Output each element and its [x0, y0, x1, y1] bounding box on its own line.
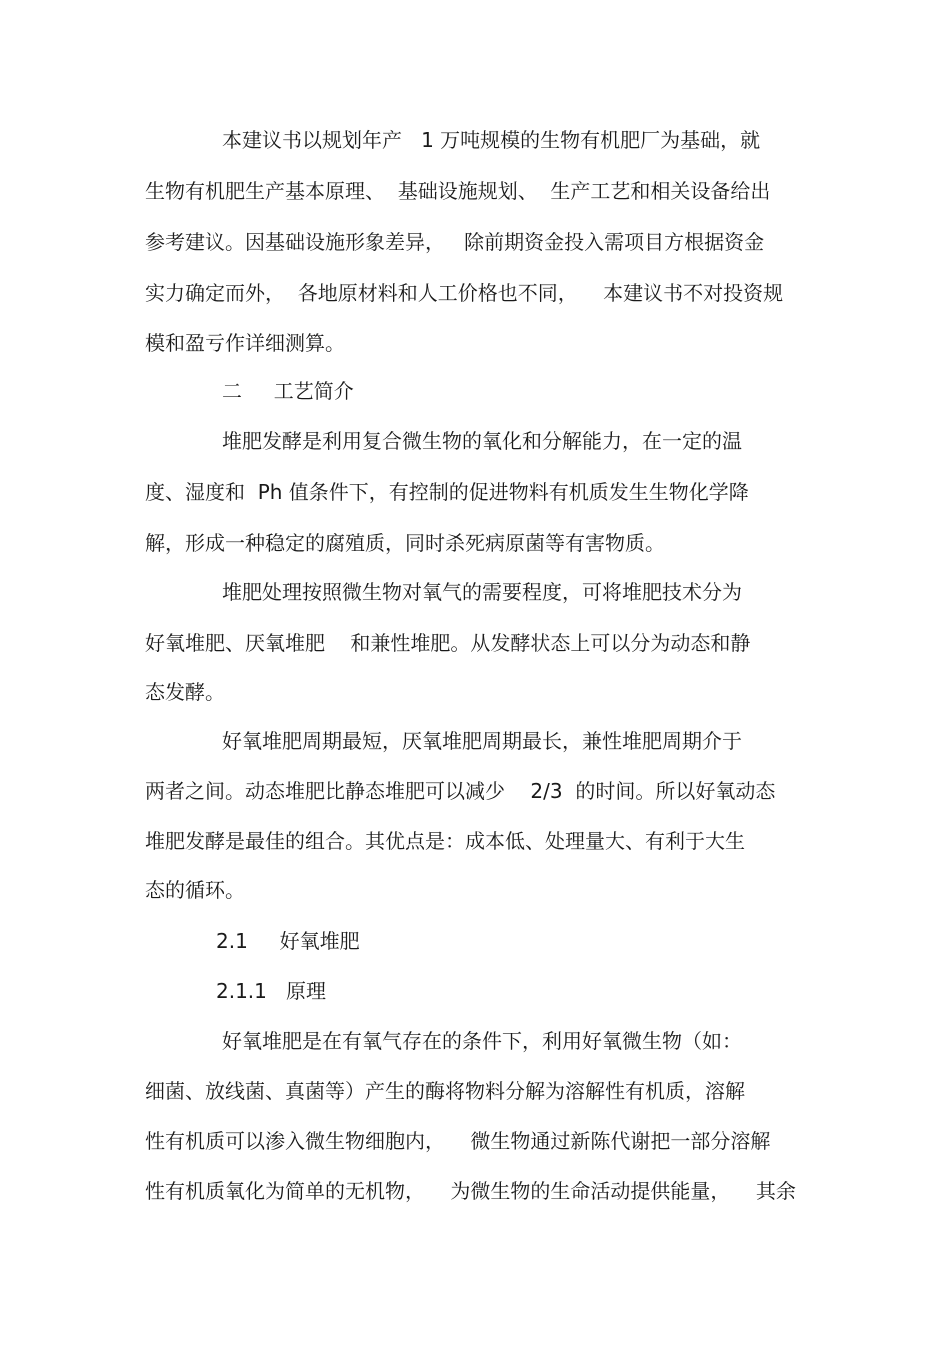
- section-heading: 二 工艺简介: [222, 379, 354, 403]
- paragraph-line: 本建议书以规划年产 1 万吨规模的生物有机肥厂为基础，就: [222, 128, 761, 152]
- paragraph-line: 性有机质可以渗入微生物细胞内， 微生物通过新陈代谢把一部分溶解: [145, 1129, 771, 1153]
- paragraph-line: 态的循环。: [145, 878, 245, 902]
- paragraph-line: 堆肥发酵是利用复合微生物的氧化和分解能力，在一定的温: [222, 429, 742, 453]
- paragraph-line: 堆肥发酵是最佳的组合。其优点是：成本低、处理量大、有利于大生: [145, 829, 745, 853]
- paragraph-line: 好氧堆肥、厌氧堆肥 和兼性堆肥。从发酵状态上可以分为动态和静: [145, 631, 751, 655]
- paragraph-line: 两者之间。动态堆肥比静态堆肥可以减少 2/3 的时间。所以好氧动态: [145, 779, 776, 803]
- paragraph-line: 细菌、放线菌、真菌等）产生的酶将物料分解为溶解性有机质，溶解: [145, 1079, 745, 1103]
- subsubsection-heading: 2.1.1 原理: [216, 979, 326, 1003]
- paragraph-line: 态发酵。: [145, 680, 225, 704]
- paragraph-line: 解，形成一种稳定的腐殖质，同时杀死病原菌等有害物质。: [145, 531, 665, 555]
- paragraph-line: 模和盈亏作详细测算。: [145, 331, 345, 355]
- paragraph-line: 堆肥处理按照微生物对氧气的需要程度，可将堆肥技术分为: [222, 580, 742, 604]
- subsection-heading: 2.1 好氧堆肥: [216, 929, 360, 953]
- paragraph-line: 好氧堆肥是在有氧气存在的条件下，利用好氧微生物（如：: [222, 1029, 742, 1053]
- paragraph-line: 参考建议。因基础设施形象差异， 除前期资金投入需项目方根据资金: [145, 230, 765, 254]
- paragraph-line: 好氧堆肥周期最短，厌氧堆肥周期最长，兼性堆肥周期介于: [222, 729, 742, 753]
- paragraph-line: 实力确定而外， 各地原材料和人工价格也不同， 本建议书不对投资规: [145, 281, 784, 305]
- paragraph-line: 性有机质氧化为简单的无机物， 为微生物的生命活动提供能量， 其余: [145, 1179, 796, 1203]
- paragraph-line: 度、湿度和 Ph 值条件下，有控制的促进物料有机质发生生物化学降: [145, 480, 749, 504]
- paragraph-line: 生物有机肥生产基本原理、 基础设施规划、 生产工艺和相关设备给出: [145, 179, 771, 203]
